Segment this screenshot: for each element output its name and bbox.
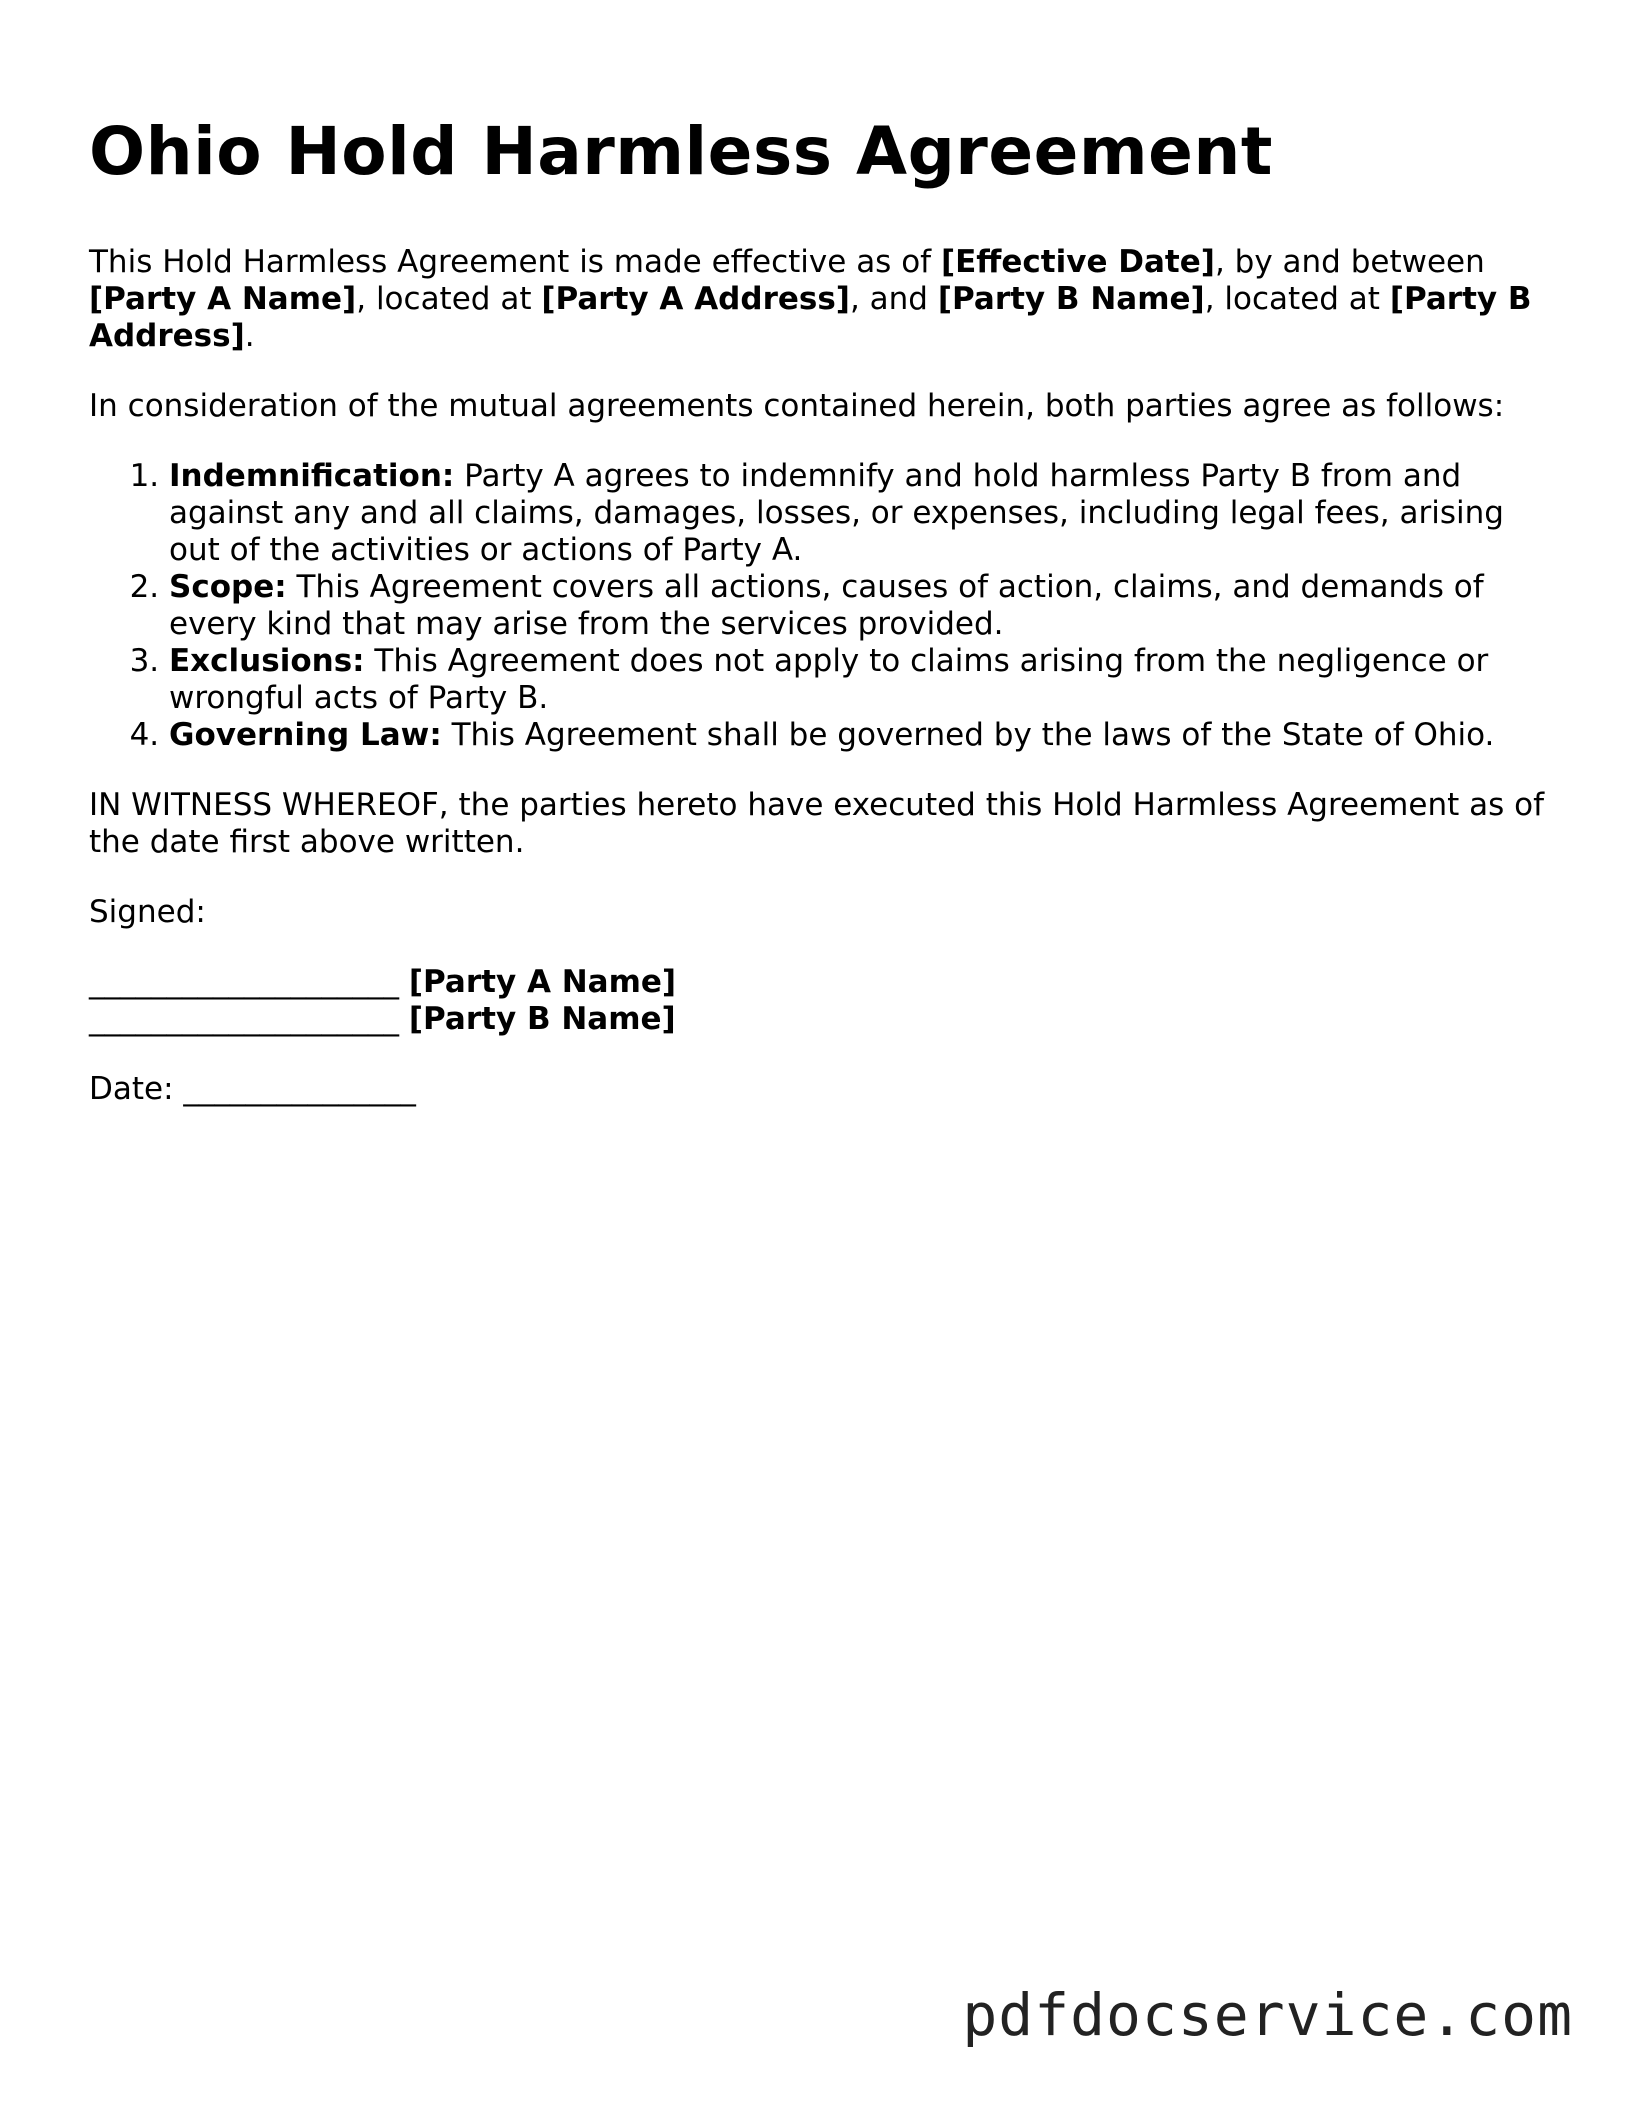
document-page bbox=[89, 110, 1549, 1108]
intro-paragraph bbox=[89, 244, 1549, 355]
clause-heading: Indemnification: bbox=[169, 458, 455, 494]
party-b-name-placeholder: [Party B Name] bbox=[937, 281, 1205, 317]
signed-label: Signed: bbox=[89, 894, 206, 930]
signature-blank: ____________________ bbox=[89, 1001, 399, 1037]
witness-paragraph: IN WITNESS WHEREOF, the parties hereto have executed this Hold Harmless Agreement as of the date first above written. bbox=[89, 787, 1544, 860]
clause-list bbox=[89, 458, 1549, 754]
watermark: pdfdocservice.com bbox=[962, 1981, 1573, 2049]
party-a-name-placeholder: [Party A Name] bbox=[89, 281, 357, 317]
clause-exclusions bbox=[169, 643, 1549, 717]
party-a-signature-name: [Party A Name] bbox=[408, 964, 677, 1000]
clause-scope bbox=[169, 569, 1549, 643]
date-blank: _______________ bbox=[183, 1071, 416, 1107]
signature-line-party-a bbox=[89, 964, 1549, 1001]
party-b-signature-name: [Party B Name] bbox=[408, 1001, 676, 1037]
signature-blank: ____________________ bbox=[89, 964, 399, 1000]
intro-text: , located at bbox=[356, 281, 542, 317]
intro-text: This Hold Harmless Agreement is made effective as of bbox=[89, 244, 941, 280]
date-line bbox=[89, 1071, 1549, 1108]
signature-block bbox=[89, 964, 1549, 1038]
clause-text: Party A agrees to indemnify and hold harmless Party B from and against any and all claims, damages, losses, or expenses, including legal fees, arising out of the activities or actions of Party A. bbox=[169, 458, 1504, 568]
clause-governing-law bbox=[169, 717, 1549, 754]
intro-text: , and bbox=[849, 281, 938, 317]
intro-text: . bbox=[244, 318, 255, 354]
signature-line-party-b bbox=[89, 1001, 1549, 1038]
effective-date-placeholder: [Effective Date] bbox=[940, 244, 1215, 280]
clause-text: This Agreement shall be governed by the laws of the State of Ohio. bbox=[441, 717, 1495, 753]
document-title: Ohio Hold Harmless Agreement bbox=[89, 113, 1273, 190]
clause-heading: Governing Law: bbox=[169, 717, 442, 753]
clause-heading: Exclusions: bbox=[169, 643, 365, 679]
consideration-paragraph: In consideration of the mutual agreements contained herein, both parties agree as follows: bbox=[89, 388, 1505, 424]
intro-text: , located at bbox=[1204, 281, 1390, 317]
clause-text: This Agreement does not apply to claims arising from the negligence or wrongful acts of Party B. bbox=[169, 643, 1489, 716]
clause-indemnification bbox=[169, 458, 1549, 569]
date-label: Date: bbox=[89, 1071, 174, 1107]
party-a-address-placeholder: [Party A Address] bbox=[541, 281, 850, 317]
clause-heading: Scope: bbox=[169, 569, 287, 605]
clause-text: This Agreement covers all actions, causes of action, claims, and demands of every kind that may arise from the services provided. bbox=[169, 569, 1484, 642]
intro-text: , by and between bbox=[1214, 244, 1485, 280]
party-b-address-placeholder: [Party B Address] bbox=[89, 281, 1532, 354]
